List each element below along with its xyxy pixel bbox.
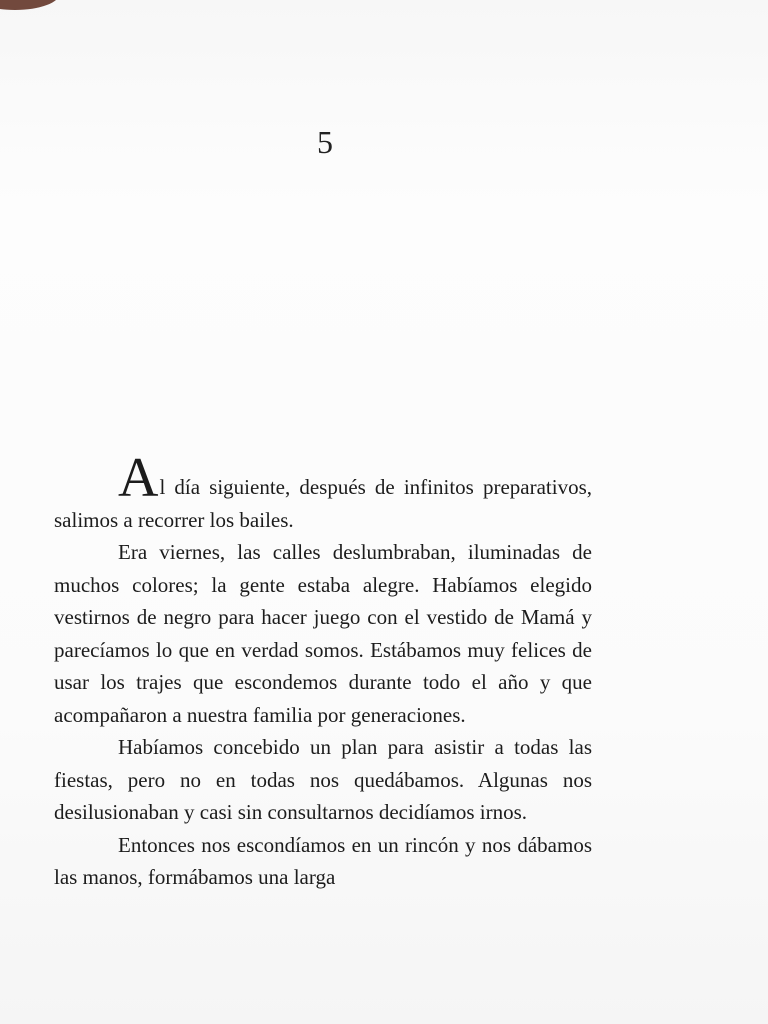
paragraph-1-text: l día siguiente, después de infinitos preparativos, salimos a recorrer los bailes. [54, 475, 592, 532]
body-text [54, 447, 592, 894]
chapter-number: 5 [317, 124, 333, 160]
drop-cap: A [118, 447, 159, 509]
page-corner-shadow [0, 0, 60, 10]
paragraph-4: Entonces nos escondíamos en un rincón y nos dábamos las manos, formábamos una larga [54, 832, 592, 889]
paragraph-3: Habíamos concebido un plan para asistir a todas las fiestas, pero no en todas nos quedábamos. Algunas nos desilusionaban y casi sin consultarnos decidíamos irnos. [54, 735, 592, 824]
paragraph-1 [54, 447, 592, 536]
paragraph-2: Era viernes, las calles deslumbraban, iluminadas de muchos colores; la gente estaba alegre. Habíamos elegido vestirnos de negro para hacer juego con el vestido de Mamá y parecíamos lo que en verdad somos. Estábamos muy felices de usar los trajes que escondemos durante todo el año y que acompañaron a nuestra familia por generaciones. [54, 540, 592, 727]
